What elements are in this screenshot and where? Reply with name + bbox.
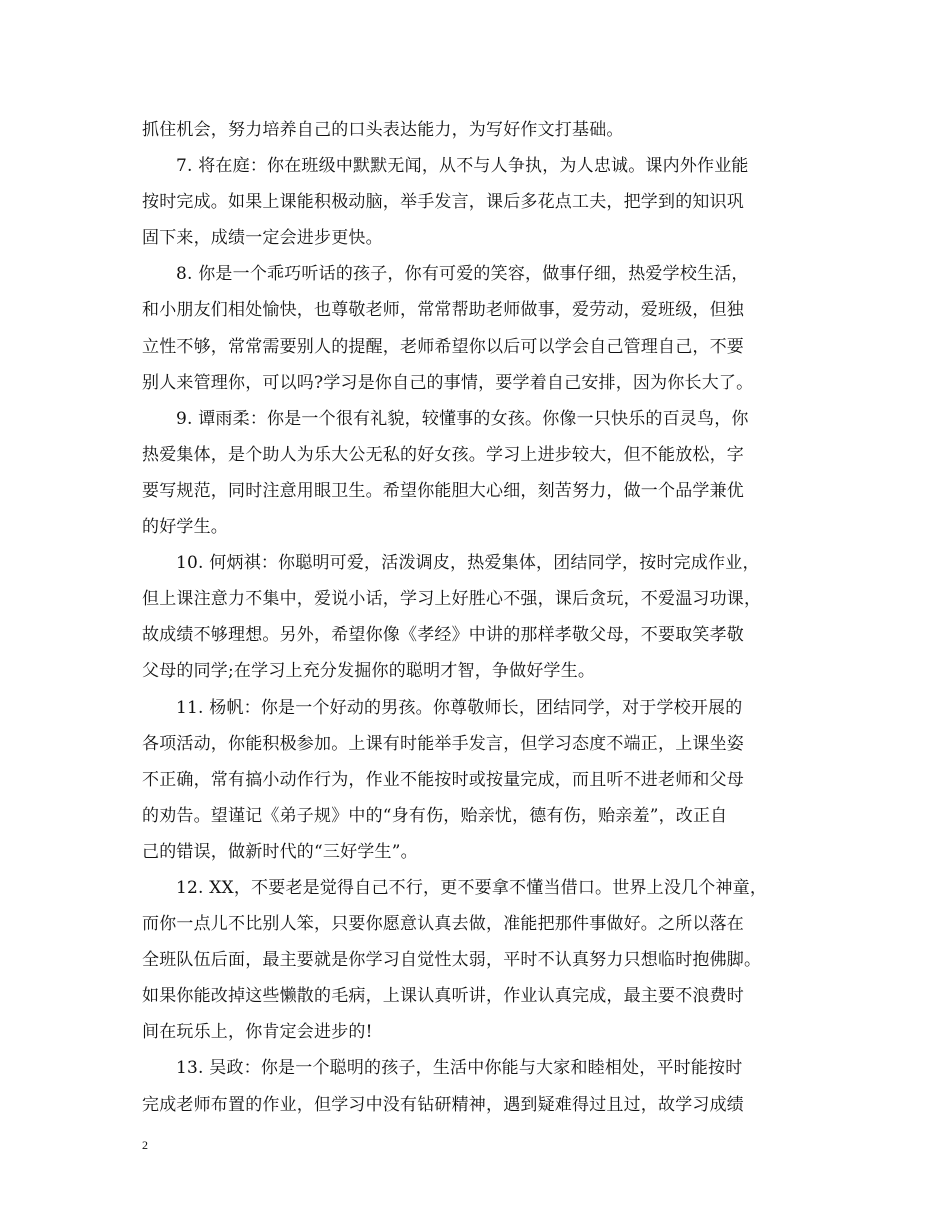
text-line: 各项活动，你能积极参加。上课有时能举手发言，但学习态度不端正，上课坐姿 <box>142 733 744 754</box>
text-line: 而你一点儿不比别人笨，只要你愿意认真去做，准能把那件事做好。之所以落在 <box>142 914 744 935</box>
text-line: 要写规范，同时注意用眼卫生。希望你能胆大心细，刻苦努力，做一个品学兼优 <box>142 480 744 501</box>
text-line: 和小朋友们相处愉快，也尊敬老师，常常帮助老师做事，爱劳动，爱班级，但独 <box>142 300 744 321</box>
text-line: 不正确，常有搞小动作行为，作业不能按时或按量完成，而且听不进老师和父母 <box>142 769 744 790</box>
text-line: 按时完成。如果上课能积极动脑，举手发言，课后多花点工夫，把学到的知识巩 <box>142 192 744 213</box>
text-line: 的劝告。望谨记《弟子规》中的“身有伤，贻亲忧，德有伤，贻亲羞”，改正自 <box>142 805 728 826</box>
text-line: 11. 杨帆：你是一个好动的男孩。你尊敬师长，团结同学，对于学校开展的 <box>176 697 743 718</box>
text-line: 8. 你是一个乖巧听话的孩子，你有可爱的笑容，做事仔细，热爱学校生活， <box>176 264 749 285</box>
text-line: 全班队伍后面，最主要就是你学习自觉性太弱，平时不认真努力只想临时抱佛脚。 <box>142 950 762 971</box>
text-line: 抓住机会，努力培养自己的口头表达能力，为写好作文打基础。 <box>142 120 624 140</box>
page-number: 2 <box>142 1138 148 1152</box>
text-line: 的好学生。 <box>142 517 228 538</box>
text-line: 己的错误，做新时代的“三好学生”。 <box>142 841 418 862</box>
text-line: 如果你能改掉这些懒散的毛病，上课认真听讲，作业认真完成，最主要不浪费时 <box>142 986 744 1007</box>
text-line: 10. 何炳祺：你聪明可爱，活泼调皮，热爱集体，团结同学，按时完成作业， <box>176 553 760 574</box>
text-line: 固下来，成绩一定会进步更快。 <box>142 228 383 249</box>
text-line: 别人来管理你，可以吗?学习是你自己的事情，要学着自己安排，因为你长大了。 <box>142 372 754 393</box>
text-line: 父母的同学;在学习上充分发掘你的聪明才智，争做好学生。 <box>142 661 596 682</box>
text-line: 完成老师布置的作业，但学习中没有钻研精神，遇到疑难得过且过，故学习成绩 <box>142 1094 744 1115</box>
text-line: 热爱集体，是个助人为乐大公无私的好女孩。学习上进步较大，但不能放松，字 <box>142 444 744 465</box>
text-line: 间在玩乐上，你肯定会进步的! <box>142 1022 373 1043</box>
text-line: 立性不够，常常需要别人的提醒，老师希望你以后可以学会自己管理自己，不要 <box>142 336 744 357</box>
text-line: 但上课注意力不集中，爱说小话，学习上好胜心不强，课后贪玩，不爱温习功课， <box>142 589 762 610</box>
text-line: 9. 谭雨柔：你是一个很有礼貌，较懂事的女孩。你像一只快乐的百灵鸟，你 <box>176 408 749 429</box>
text-line: 故成绩不够理想。另外，希望你像《孝经》中讲的那样孝敬父母，不要取笑孝敬 <box>142 625 744 646</box>
text-line: 7. 将在庭：你在班级中默默无闻，从不与人争执，为人忠诚。课内外作业能 <box>176 156 749 177</box>
text-line: 12. XX，不要老是觉得自己不行，更不要拿不懂当借口。世界上没几个神童， <box>176 877 768 898</box>
text-line: 13. 吴政：你是一个聪明的孩子，生活中你能与大家和睦相处，平时能按时 <box>176 1058 743 1079</box>
body-text <box>142 112 810 1123</box>
